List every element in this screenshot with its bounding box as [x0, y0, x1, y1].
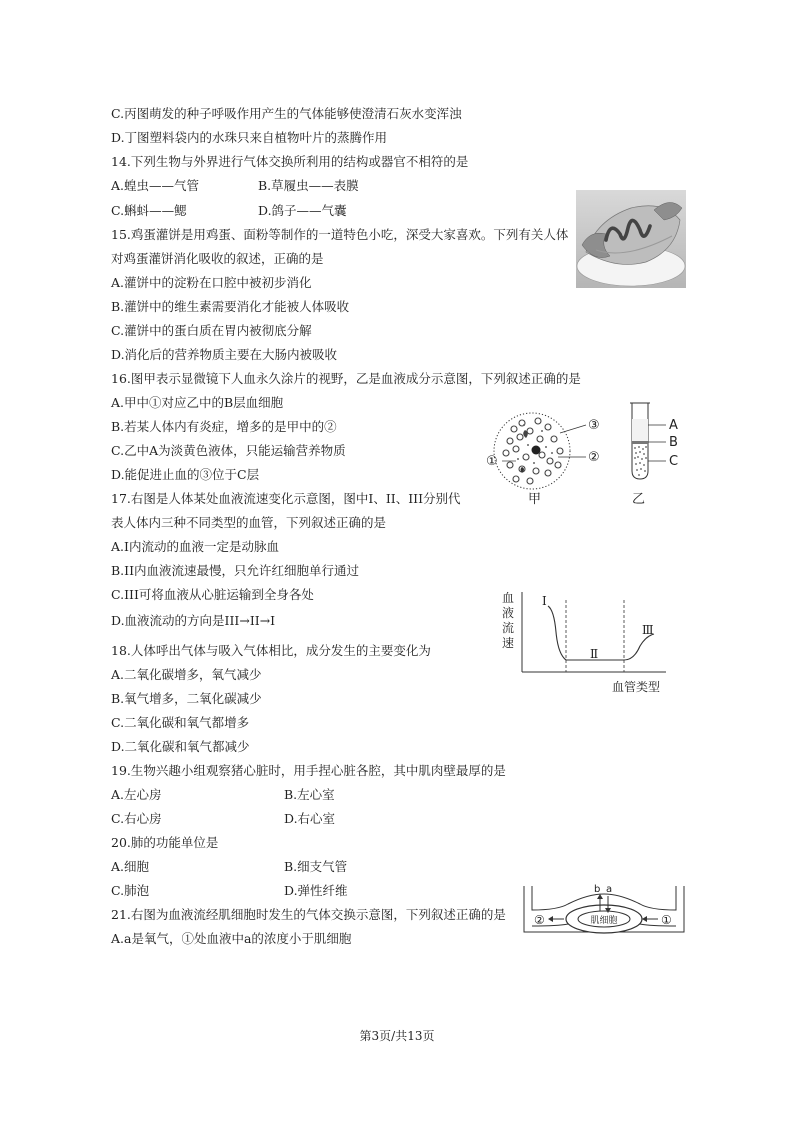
q16-option-a: A.甲中①对应乙中的B层血细胞 [111, 395, 284, 410]
q17-option-b: B.II内血液流速最慢，只允许红细胞单行通过 [111, 563, 360, 578]
q18-option-a: A.二氧化碳增多，氧气减少 [111, 667, 262, 682]
q18-option-b: B.氧气增多，二氧化碳减少 [111, 691, 262, 706]
graph-ylabel-2: 液 [502, 606, 515, 620]
q17-option-d: D.血液流动的方向是III→II→I [111, 613, 276, 628]
q21-stem: 21.右图为血液流经肌细胞时发生的气体交换示意图，下列叙述正确的是 [111, 907, 506, 922]
q14-option-b: B.草履虫——表膜 [258, 178, 359, 193]
segment-label-2: Ⅱ [590, 647, 599, 661]
label-b: b [594, 884, 601, 895]
q20-option-a: A.细胞 [111, 859, 150, 874]
graph-ylabel-3: 流 [502, 621, 515, 635]
tube-label-b: B [669, 435, 678, 450]
q15-option-c: C.灌饼中的蛋白质在胃内被彻底分解 [111, 323, 312, 338]
q19-option-c: C.右心房 [111, 811, 162, 826]
q15-option-a: A.灌饼中的淀粉在口腔中被初步消化 [111, 275, 312, 290]
q20-stem: 20.肺的功能单位是 [111, 835, 219, 850]
q13-option-d: D.丁图塑料袋内的水珠只来自植物叶片的蒸腾作用 [111, 130, 388, 145]
q13-option-c: C.丙图萌发的种子呼吸作用产生的气体能够使澄清石灰水变浑浊 [111, 106, 462, 121]
fig16-mark-2: ② [588, 450, 600, 465]
q16-option-b: B.若某人体内有炎症，增多的是甲中的② [111, 419, 337, 434]
q15-stem-line2: 对鸡蛋灌饼消化吸收的叙述，正确的是 [111, 251, 324, 266]
q16-option-c: C.乙中A为淡黄色液体，只能运输营养物质 [111, 443, 346, 458]
q14-option-a: A.蝗虫——气管 [111, 178, 200, 193]
q19-stem: 19.生物兴趣小组观察猪心脏时，用手捏心脏各腔，其中肌肉壁最厚的是 [111, 763, 506, 778]
q16-stem: 16.图甲表示显微镜下人血永久涂片的视野，乙是血液成分示意图，下列叙述正确的是 [111, 371, 581, 386]
q18-option-d: D.二氧化碳和氧气都减少 [111, 739, 250, 754]
q17-stem-line2: 表人体内三种不同类型的血管，下列叙述正确的是 [111, 515, 387, 530]
graph-ylabel-1: 血 [502, 591, 515, 605]
q18-stem: 18.人体呼出气体与吸入气体相比，成分发生的主要变化为 [111, 643, 431, 658]
flow-curve [548, 606, 654, 660]
graph-ylabel-4: 速 [502, 636, 515, 650]
q20-option-d: D.弹性纤维 [284, 883, 348, 898]
mark-1: ① [661, 913, 672, 927]
tube-label-a: A [669, 418, 678, 433]
fig16-caption-yi: 乙 [632, 492, 646, 507]
q19-option-a: A.左心房 [111, 787, 162, 802]
gas-exchange-diagram [518, 880, 690, 938]
tube-label-c: C [669, 454, 679, 469]
segment-label-3: Ⅲ [642, 623, 654, 637]
blood-flow-graph [498, 588, 674, 698]
q14-option-d: D.鸽子——气囊 [258, 203, 347, 218]
segment-label-1: I [542, 594, 547, 608]
q19-option-b: B.左心室 [284, 787, 335, 802]
fig16-mark-3: ③ [588, 418, 600, 433]
q15-stem-line1: 15.鸡蛋灌饼是用鸡蛋、面粉等制作的一道特色小吃，深受大家喜欢。下列有关人体 [111, 227, 569, 242]
page-footer: 第3页/共13页 [359, 1029, 435, 1043]
q14-option-c: C.蝌蚪——鳃 [111, 203, 187, 218]
q15-option-b: B.灌饼中的维生素需要消化才能被人体吸收 [111, 299, 350, 314]
fig16-caption-jia: 甲 [528, 492, 542, 507]
q17-stem-line1: 17.右图是人体某处血液流速变化示意图，图中I、II、III分别代 [111, 491, 461, 506]
buffy-layer [632, 441, 648, 444]
white-blood-cell [532, 446, 541, 455]
q17-option-a: A.I内流动的血液一定是动脉血 [111, 539, 279, 554]
fig16-mark-1: ① [486, 454, 498, 469]
q17-option-c: C.III可将血液从心脏运输到全身各处 [111, 587, 314, 602]
graph-xlabel: 血管类型 [612, 680, 661, 694]
muscle-cell-label: 肌细胞 [590, 916, 618, 926]
q20-option-b: B.细支气管 [284, 859, 348, 874]
q16-option-d: D.能促进止血的③位于C层 [111, 467, 260, 482]
blood-figure-16 [480, 395, 680, 511]
plasma-layer [632, 419, 648, 441]
q19-option-d: D.右心室 [284, 811, 336, 826]
q20-option-c: C.肺泡 [111, 883, 150, 898]
egg-pancake-photo [576, 190, 686, 288]
q21-option-a: A.a是氧气，①处血液中a的浓度小于肌细胞 [111, 931, 352, 946]
label-a: a [606, 884, 613, 895]
q18-option-c: C.二氧化碳和氧气都增多 [111, 715, 250, 730]
mark-2: ② [534, 913, 545, 927]
q15-option-d: D.消化后的营养物质主要在大肠内被吸收 [111, 347, 338, 362]
q14-stem: 14.下列生物与外界进行气体交换所利用的结构或器官不相符的是 [111, 154, 469, 169]
